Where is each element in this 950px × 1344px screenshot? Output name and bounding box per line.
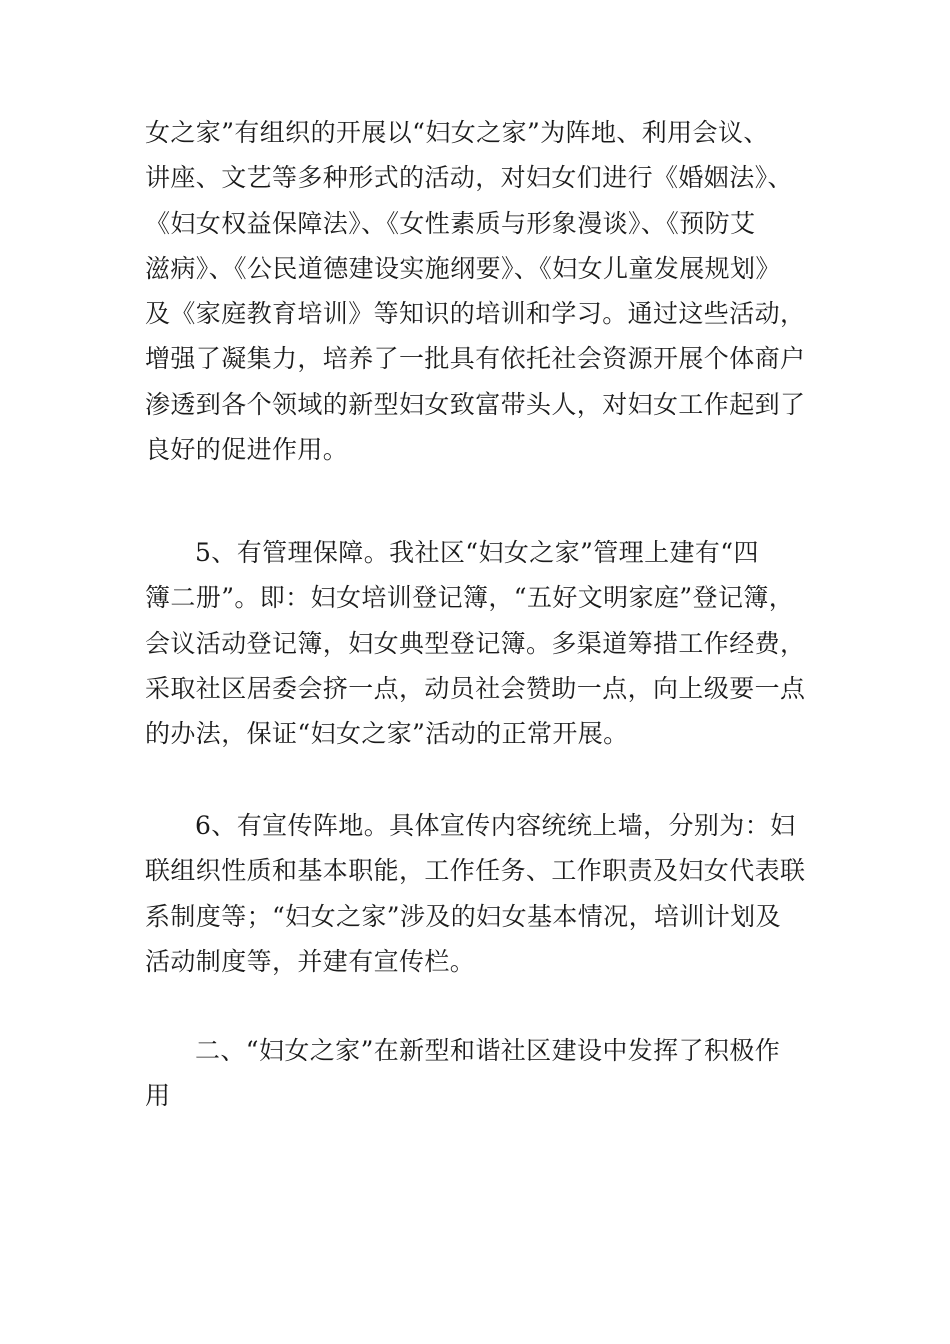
- text-line: 活动制度等，并建有宣传栏。: [145, 946, 476, 976]
- text-line: 滋病》、《公民道德建设实施纲要》、《妇女儿童发展规划》: [145, 253, 781, 283]
- text-line: 用: [145, 1081, 171, 1111]
- text-line: 6、有宣传阵地。具体宣传内容统统上墙，分别为：妇: [195, 811, 796, 840]
- section-heading-two: [145, 1028, 810, 1119]
- paragraph-management-guarantee: [145, 530, 810, 756]
- text-line: 簿二册”。即：妇女培训登记簿，“五好文明家庭”登记簿，: [145, 583, 795, 613]
- text-line: 及《家庭教育培训》等知识的培训和学习。通过这些活动，: [145, 299, 806, 329]
- text-line: 的办法，保证“妇女之家”活动的正常开展。: [145, 719, 629, 749]
- text-line: 联组织性质和基本职能，工作任务、工作职责及妇女代表联: [145, 856, 806, 886]
- text-line: 渗透到各个领域的新型妇女致富带头人，对妇女工作起到了: [145, 389, 806, 419]
- text-line: 会议活动登记簿，妇女典型登记簿。多渠道筹措工作经费，: [145, 628, 806, 658]
- text-line: 女之家”有组织的开展以“妇女之家”为阵地、利用会议、: [145, 118, 769, 147]
- text-line: 二、“妇女之家”在新型和谐社区建设中发挥了积极作: [195, 1036, 781, 1065]
- text-line: 讲座、文艺等多种形式的活动，对妇女们进行《婚姻法》、: [145, 163, 793, 193]
- paragraph-publicity-position: [145, 803, 810, 984]
- text-line: 5、有管理保障。我社区“妇女之家”管理上建有“四: [195, 538, 759, 567]
- paragraph-continuation: [145, 110, 810, 472]
- text-line: 采取社区居委会挤一点，动员社会赞助一点，向上级要一点: [145, 673, 806, 703]
- text-line: 系制度等；“妇女之家”涉及的妇女基本情况，培训计划及: [145, 901, 781, 931]
- text-line: 良好的促进作用。: [145, 435, 349, 465]
- text-line: 增强了凝集力，培养了一批具有依托社会资源开展个体商户: [145, 344, 806, 374]
- text-line: 《妇女权益保障法》、《女性素质与形象漫谈》、《预防艾: [145, 208, 756, 238]
